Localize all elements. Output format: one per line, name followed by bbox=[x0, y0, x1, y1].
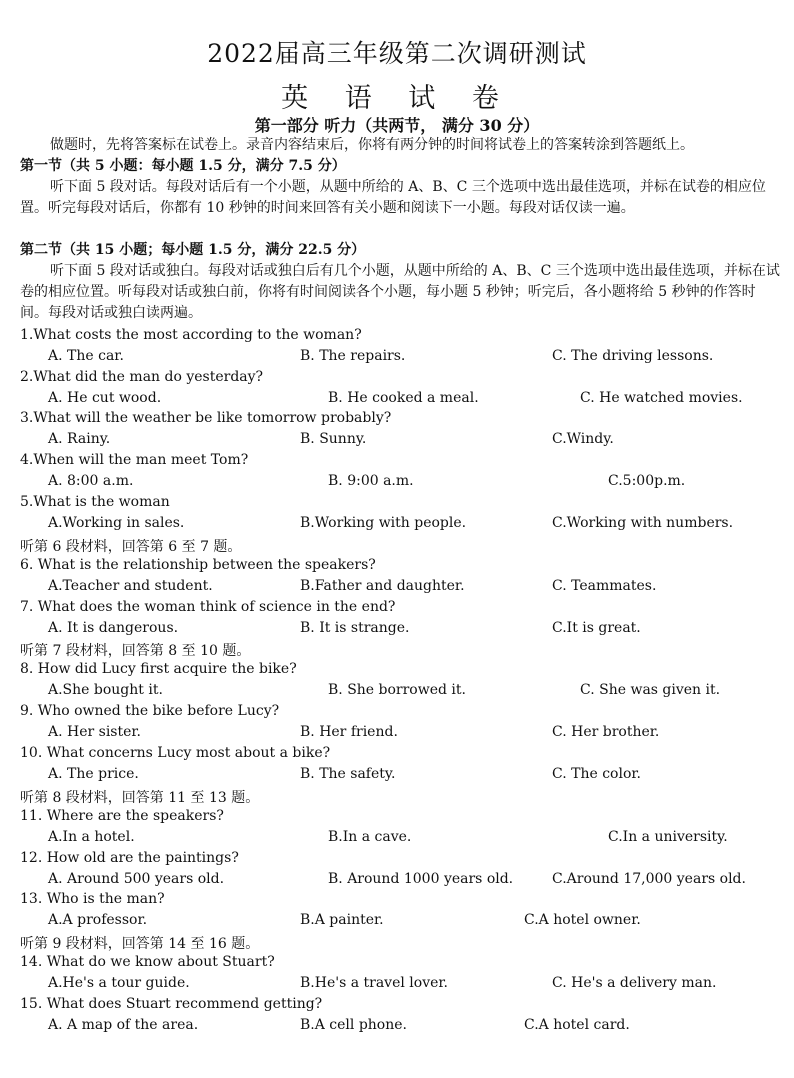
option-a: A. 8:00 a.m. bbox=[48, 473, 134, 489]
option-a: A. Rainy. bbox=[48, 431, 111, 447]
option-a: A.A professor. bbox=[48, 912, 148, 928]
exam-title: 2022届高三年级第二次调研测试 bbox=[207, 39, 587, 68]
question-15: 15. What does Stuart recommend getting? bbox=[20, 996, 323, 1012]
option-a: A. The price. bbox=[48, 766, 139, 782]
option-a: A.Working in sales. bbox=[48, 515, 185, 531]
question-3: 3.What will the weather be like tomorrow probably? bbox=[20, 410, 392, 426]
option-b: B.He's a travel lover. bbox=[300, 975, 449, 991]
option-c: C. She was given it. bbox=[580, 682, 721, 698]
option-b: B. Sunny. bbox=[300, 431, 367, 447]
option-a: A.In a hotel. bbox=[48, 829, 135, 845]
option-c: C. He's a delivery man. bbox=[552, 975, 717, 991]
question-11: 11. Where are the speakers? bbox=[20, 808, 224, 824]
option-c: C.A hotel owner. bbox=[524, 912, 641, 928]
option-a: A. Her sister. bbox=[48, 724, 142, 740]
option-c: C.In a university. bbox=[608, 829, 728, 845]
option-b: B. Around 1000 years old. bbox=[328, 871, 514, 887]
option-b: B. The repairs. bbox=[300, 348, 406, 364]
part-heading: 第一部分 听力（共两节， 满分 30 分） bbox=[254, 116, 540, 135]
option-b: B. It is strange. bbox=[300, 620, 410, 636]
intro-text: 做题时，先将答案标在试卷上。录音内容结束后，你将有两分钟的时间将试卷上的答案转涂到答题纸上。 bbox=[50, 137, 694, 153]
material-7-heading: 听第 7 段材料，回答第 8 至 10 题。 bbox=[20, 643, 251, 659]
option-c: C. He watched movies. bbox=[580, 390, 743, 406]
question-9: 9. Who owned the bike before Lucy? bbox=[20, 703, 280, 719]
option-a: A. It is dangerous. bbox=[48, 620, 179, 636]
section1-instructions: 听下面 5 段对话。每段对话后有一个小题，从题中所给的 A、B、C 三个选项中选出最佳选项，并标在试卷的相应位置。听完每段对话后，你都有 10 秒钟的时间来回答有关小题和阅读下一小题。每段对话仅读一遍。 bbox=[20, 179, 766, 216]
option-a: A.She bought it. bbox=[48, 682, 163, 698]
option-a: A. A map of the area. bbox=[48, 1017, 199, 1033]
section2-instructions: 听下面 5 段对话或独白。每段对话或独白后有几个小题，从题中所给的 A、B、C 三个选项中选出最佳选项，并标在试卷的相应位置。听每段对话或独白前，你将有时间阅读各个小题，每小题 5 秒钟；听完后，各小题将给 5 秒钟的作答时间。每段对话或独白读两遍。 bbox=[20, 263, 780, 321]
option-c: C.Around 17,000 years old. bbox=[552, 871, 746, 887]
option-b: B.In a cave. bbox=[328, 829, 412, 845]
question-1: 1.What costs the most according to the woman? bbox=[20, 327, 362, 343]
section2-heading: 第二节（共 15 小题；每小题 1.5 分，满分 22.5 分） bbox=[20, 242, 366, 258]
section1-heading: 第一节（共 5 小题：每小题 1.5 分，满分 7.5 分） bbox=[20, 158, 346, 174]
question-13: 13. Who is the man? bbox=[20, 891, 165, 907]
question-8: 8. How did Lucy first acquire the bike? bbox=[20, 661, 297, 677]
option-a: A. Around 500 years old. bbox=[48, 871, 225, 887]
material-9-heading: 听第 9 段材料，回答第 14 至 16 题。 bbox=[20, 936, 260, 952]
question-6: 6. What is the relationship between the speakers? bbox=[20, 557, 376, 573]
option-b: B.A painter. bbox=[300, 912, 384, 928]
option-b: B. She borrowed it. bbox=[328, 682, 466, 698]
exam-subtitle: 英 语 试 卷 bbox=[281, 83, 513, 114]
option-b: B.Working with people. bbox=[300, 515, 467, 531]
question-14: 14. What do we know about Stuart? bbox=[20, 954, 275, 970]
material-6-heading: 听第 6 段材料，回答第 6 至 7 题。 bbox=[20, 539, 242, 555]
option-a: A. He cut wood. bbox=[48, 390, 162, 406]
question-5: 5.What is the woman bbox=[20, 494, 170, 510]
option-b: B. He cooked a meal. bbox=[328, 390, 479, 406]
question-4: 4.When will the man meet Tom? bbox=[20, 452, 249, 468]
option-c: C.Windy. bbox=[552, 431, 614, 447]
option-c: C.5:00p.m. bbox=[608, 473, 686, 489]
option-c: C.It is great. bbox=[552, 620, 641, 636]
option-b: B. The safety. bbox=[300, 766, 396, 782]
option-c: C. The driving lessons. bbox=[552, 348, 714, 364]
option-c: C. Her brother. bbox=[552, 724, 660, 740]
option-c: C. The color. bbox=[552, 766, 641, 782]
question-2: 2.What did the man do yesterday? bbox=[20, 369, 264, 385]
question-7: 7. What does the woman think of science in the end? bbox=[20, 599, 396, 615]
question-10: 10. What concerns Lucy most about a bike? bbox=[20, 745, 331, 761]
option-c: C.A hotel card. bbox=[524, 1017, 630, 1033]
option-a: A.He's a tour guide. bbox=[48, 975, 190, 991]
option-b: B.A cell phone. bbox=[300, 1017, 407, 1033]
question-12: 12. How old are the paintings? bbox=[20, 850, 239, 866]
option-c: C.Working with numbers. bbox=[552, 515, 734, 531]
material-8-heading: 听第 8 段材料，回答第 11 至 13 题。 bbox=[20, 790, 260, 806]
option-a: A.Teacher and student. bbox=[48, 578, 213, 594]
option-b: B.Father and daughter. bbox=[300, 578, 465, 594]
option-c: C. Teammates. bbox=[552, 578, 657, 594]
option-b: B. 9:00 a.m. bbox=[328, 473, 414, 489]
option-a: A. The car. bbox=[48, 348, 124, 364]
option-b: B. Her friend. bbox=[300, 724, 398, 740]
